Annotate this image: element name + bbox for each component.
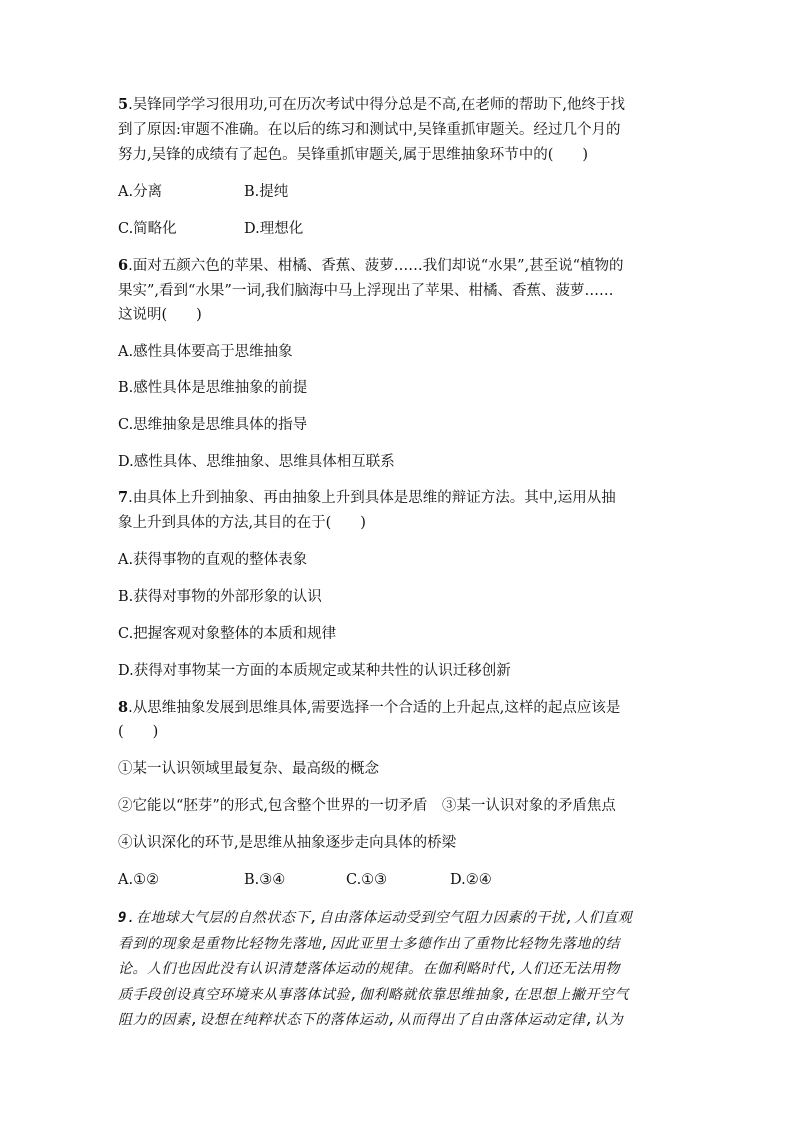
option-d[interactable]: D.②④ <box>450 872 492 888</box>
option-b[interactable]: B.提纯 <box>244 184 289 200</box>
option-c[interactable]: C.把握客观对象整体的本质和规律 <box>118 626 337 642</box>
question-6-line-1: 6.面对五颜六色的苹果、柑橘、香蕉、菠萝……我们却说“水果”,甚至说“植物的 <box>118 257 624 274</box>
option-b[interactable]: B.获得对事物的外部形象的认识 <box>118 589 322 605</box>
option-a[interactable]: A.获得事物的直观的整体表象 <box>118 552 308 568</box>
question-5-line-3: 努力,吴锋的成绩有了起色。吴锋重抓审题关,属于思维抽象环节中的( ) <box>118 147 589 163</box>
question-9-line-2: 看到的现象是重物比轻物先落地,因此亚里士多德作出了重物比轻物先落地的结 <box>118 936 620 952</box>
option-b[interactable]: B.③④ <box>244 872 286 888</box>
statement-1: ①某一认识领域里最复杂、最高级的概念 <box>118 761 379 777</box>
question-9-line-5: 阻力的因素,设想在纯粹状态下的落体运动,从而得出了自由落体运动定律,认为 <box>118 1012 624 1028</box>
question-9-line-3: 论。人们也因此没有认识清楚落体运动的规律。在伽利略时代,人们还无法用物 <box>118 961 620 977</box>
option-d[interactable]: D.获得对事物某一方面的本质规定或某种共性的认识迁移创新 <box>118 663 511 679</box>
question-7-line-2: 象上升到具体的方法,其目的在于( ) <box>118 515 366 531</box>
option-b[interactable]: B.感性具体是思维抽象的前提 <box>118 380 308 396</box>
option-d[interactable]: D.感性具体、思维抽象、思维具体相互联系 <box>118 454 395 470</box>
question-number: 5 <box>118 96 129 113</box>
question-7-line-1: 7.由具体上升到抽象、再由抽象上升到具体是思维的辩证方法。其中,运用从抽 <box>118 489 616 506</box>
option-a[interactable]: A.①② <box>118 872 160 888</box>
question-number: 7 <box>118 489 129 506</box>
statement-4: ④认识深化的环节,是思维从抽象逐步走向具体的桥梁 <box>118 835 457 851</box>
option-a[interactable]: A.感性具体要高于思维抽象 <box>118 344 293 360</box>
question-number: 8 <box>118 699 129 716</box>
option-c[interactable]: C.简略化 <box>118 221 177 237</box>
option-d[interactable]: D.理想化 <box>244 221 304 237</box>
question-8-line-1: 8.从思维抽象发展到思维具体,需要选择一个合适的上升起点,这样的起点应该是 <box>118 699 621 716</box>
question-9-line-1: 9.在地球大气层的自然状态下,自由落体运动受到空气阻力因素的干扰,人们直观 <box>118 910 633 926</box>
question-8-line-2: ( ) <box>118 724 159 740</box>
question-number: 9 <box>118 910 127 926</box>
option-a[interactable]: A.分离 <box>118 184 163 200</box>
question-6-line-2: 果实”,看到“水果”一词,我们脑海中马上浮现出了苹果、柑橘、香蕉、菠萝…… <box>118 283 614 299</box>
question-5-line-1: 5.吴锋同学学习很用功,可在历次考试中得分总是不高,在老师的帮助下,他终于找 <box>118 96 626 113</box>
option-c[interactable]: C.思维抽象是思维具体的指导 <box>118 417 308 433</box>
question-9-line-4: 质手段创设真空环境来从事落体试验,伽利略就依靠思维抽象,在思想上撇开空气 <box>118 987 629 1003</box>
statement-2-3: ②它能以“胚芽”的形式,包含整个世界的一切矛盾 ③某一认识对象的矛盾焦点 <box>118 798 616 814</box>
question-6-line-3: 这说明( ) <box>118 307 202 323</box>
question-number: 6 <box>118 257 129 274</box>
question-5-line-2: 到了原因:审题不准确。在以后的练习和测试中,吴锋重抓审题关。经过几个月的 <box>118 122 621 138</box>
option-c[interactable]: C.①③ <box>346 872 388 888</box>
